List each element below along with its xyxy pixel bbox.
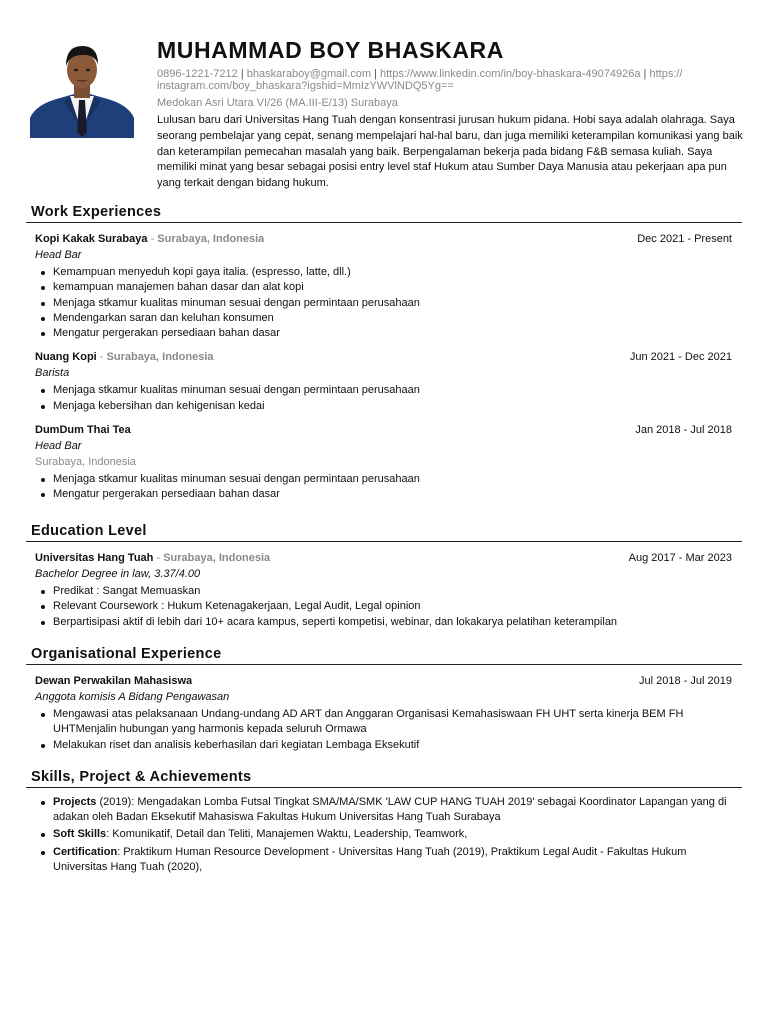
list-item: Menjaga stkamur kualitas minuman sesuai dengan permintaan perusahaan <box>53 296 732 311</box>
bullet-list <box>35 472 732 503</box>
list-item: Predikat : Sangat Memuaskan <box>53 584 732 599</box>
list-item: Mendengarkan saran dan keluhan konsumen <box>53 311 732 326</box>
work-entry <box>26 349 742 414</box>
company-name: DumDum Thai Tea <box>35 424 131 437</box>
linkedin-link[interactable]: https://www.linkedin.com/in/boy-bhaskara-49074926a <box>380 68 641 80</box>
section-title: Education Level <box>26 521 742 542</box>
institution-location: Surabaya, Indonesia <box>163 552 271 564</box>
profile-photo-graphic <box>30 40 134 138</box>
job-role: Barista <box>35 367 70 380</box>
institution-name: Universitas Hang Tuah <box>35 552 154 564</box>
list-item: Mengatur pergerakan persediaan bahan dasar <box>53 487 732 502</box>
list-item: Relevant Coursework : Hukum Ketenagakerjaan, Legal Audit, Legal opinion <box>53 599 732 614</box>
separator: | <box>643 68 647 80</box>
work-entry <box>26 422 742 503</box>
list-item <box>53 827 732 842</box>
skills-section <box>26 767 742 875</box>
date-range: Jan 2018 - Jul 2018 <box>635 424 732 437</box>
organisation-section <box>26 644 742 753</box>
bullet-list <box>35 265 732 341</box>
work-entry <box>26 231 742 341</box>
work-experience-section <box>26 202 742 503</box>
company-location: Surabaya, Indonesia <box>106 351 214 364</box>
instagram-link[interactable]: instagram.com/boy_bhaskara?igshid=MmIzYWVlNDQ5Yg== <box>157 80 454 92</box>
organisation-name: Dewan Perwakilan Mahasiswa <box>35 675 193 687</box>
date-range: Jul 2018 - Jul 2019 <box>639 675 732 687</box>
list-item: Menjaga kebersihan dan kehigenisan kedai <box>53 399 732 414</box>
list-item: Kemampuan menyeduh kopi gaya italia. (espresso, latte, dll.) <box>53 265 732 280</box>
skill-text: (2019): Mengadakan Lomba Futsal Tingkat SMA/MA/SMK 'LAW CUP HANG TUAH 2019' sebagai Koordinator Lapangan yang di adakan oleh Badan Eksekutif Mahasiswa Fakultas Hukum Universitas Hang Tuah Surabaya <box>53 796 727 824</box>
date-range: Aug 2017 - Mar 2023 <box>628 552 732 564</box>
skill-label: Soft Skills <box>53 827 107 840</box>
company-location: Surabaya, Indonesia <box>35 456 136 469</box>
list-item: Mengawasi atas pelaksanaan Undang-undang AD ART dan Anggaran Organisasi Kemahasiswaan FH UHT serta kinerja BEM FH UHTMenjalin hubungan yang harmonis kepada seluruh Ormawa <box>53 707 732 738</box>
bullet-list <box>35 707 732 753</box>
list-item: Menjaga stkamur kualitas minuman sesuai dengan permintaan perusahaan <box>53 383 732 398</box>
job-role: Head Bar <box>35 249 82 261</box>
company-name: Nuang Kopi <box>35 351 97 364</box>
list-item: Melakukan riset dan analisis keberhasilan dari kegiatan Lembaga Eksekutif <box>53 738 732 753</box>
company-name: Kopi Kakak Surabaya <box>35 233 148 245</box>
resume-header <box>157 36 747 192</box>
separator-dash: - <box>156 552 161 564</box>
skill-label: Projects <box>53 796 97 808</box>
section-title: Work Experiences <box>26 202 742 223</box>
separator-dash: - <box>150 233 155 245</box>
profile-photo <box>30 40 134 138</box>
bullet-list <box>35 795 732 875</box>
list-item: Mengatur pergerakan persediaan bahan dasar <box>53 326 732 341</box>
section-title: Organisational Experience <box>26 644 742 665</box>
instagram-link-prefix[interactable]: https:// <box>649 68 683 80</box>
list-item: kemampuan manajemen bahan dasar dan alat kopi <box>53 280 732 295</box>
list-item: Menjaga stkamur kualitas minuman sesuai dengan permintaan perusahaan <box>53 472 732 487</box>
organisation-role: Anggota komisis A Bidang Pengawasan <box>35 691 230 703</box>
job-role: Head Bar <box>35 440 82 453</box>
list-item <box>53 845 732 876</box>
date-range: Dec 2021 - Present <box>637 233 732 245</box>
organisation-entry <box>26 673 742 753</box>
candidate-name: MUHAMMAD BOY BHASKARA <box>157 37 504 63</box>
date-range: Jun 2021 - Dec 2021 <box>629 351 732 364</box>
profile-summary: Lulusan baru dari Universitas Hang Tuah dengan konsentrasi jurusan hukum pidana. Hobi saya adalah olahraga. Saya seorang pembelajar yang cepat, senang mempelajari hal-hal baru, dan juga memiliki keterampilan komunikasi yang baik dan keterampilan pemecahan masalah yang baik. Berpengalaman bekerja pada bidang F&B semasa kuliah. Saya memiliki minat yang besar sebagai posisi entry level staf Hukum atau Sumber Daya Manusia atau pekerjaan apa pun yang terkait dengan bidang hukum. <box>157 114 743 190</box>
list-item: Berpartisipasi aktif di lebih dari 10+ acara kampus, seperti kompetisi, webinar, dan lokakarya pelatihan keterampilan <box>53 615 732 630</box>
separator-dash: - <box>99 351 104 364</box>
company-location: Surabaya, Indonesia <box>157 233 265 245</box>
section-title: Skills, Project & Achievements <box>26 767 742 788</box>
separator: | <box>374 68 377 80</box>
skill-text: : Komunikatif, Detail dan Teliti, Manajemen Waktu, Leadership, Teamwork, <box>106 827 468 840</box>
education-entry <box>26 550 742 630</box>
skill-text: : Praktikum Human Resource Development - Universitas Hang Tuah (2019), Praktikum Legal Audit - Fakultas Hukum Universitas Hang Tuah (2020), <box>53 845 687 874</box>
list-item <box>53 795 732 826</box>
email-link[interactable]: bhaskaraboy@gmail.com <box>246 68 372 80</box>
address: Medokan Asri Utara VI/26 (MA.III-E/13) Surabaya <box>157 97 398 109</box>
skill-label: Certification <box>53 845 118 858</box>
separator: | <box>240 68 244 80</box>
education-section <box>26 521 742 630</box>
phone-number[interactable]: 0896-1221-7212 <box>157 68 238 80</box>
degree: Bachelor Degree in law, 3.37/4.00 <box>35 568 201 580</box>
bullet-list <box>35 383 732 414</box>
contact-line <box>157 68 747 92</box>
skills-entry <box>26 795 742 875</box>
bullet-list <box>35 584 732 630</box>
